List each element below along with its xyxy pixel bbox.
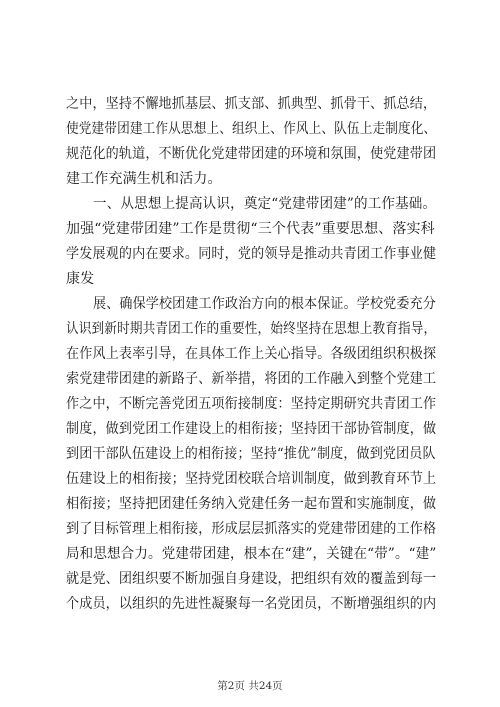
text-line: 作之中，不断完善党团五项衔接制度：坚持定期研究共青团工作 (66, 396, 437, 412)
section-heading: 一、从思想上提高认识，奠定“党建带团建”的工作基础。 (93, 196, 437, 212)
text-line: 制度，做到党团工作建设上的相衔接；坚持团干部协管制度，做 (66, 421, 437, 437)
text-line: 之中，坚持不懈地抓基层、抓支部、抓典型、抓骨干、抓总结， (66, 96, 437, 112)
page-number-footer: 第2页 共24页 (217, 680, 283, 692)
text-line: 到了目标管理上相衔接，形成层层抓落实的党建带团建的工作格 (66, 521, 437, 537)
text-line: 加强“党建带团建”工作是贯彻“三个代表”重要思想、落实科 (66, 221, 435, 237)
text-line: 展、确保学校团建工作政治方向的根本保证。学校党委充分 (93, 296, 436, 312)
text-line: 就是党、团组织要不断加强自身建设，把组织有效的覆盖到每一 (66, 571, 437, 587)
text-line: 索党建带团建的新路子、新举措，将团的工作融入到整个党建工 (66, 371, 437, 387)
text-line: 学发展观的内在要求。同时，党的领导是推动共青团工作事业健 (66, 246, 437, 262)
text-line: 认识到新时期共青团工作的重要性，始终坚持在思想上教育指导， (66, 321, 437, 337)
text-line: 伍建设上的相衔接；坚持党团校联合培训制度，做到教育环节上 (66, 471, 437, 487)
text-line: 局和思想合力。党建带团建，根本在“建”，关键在“带”。“建” (66, 546, 437, 562)
text-line: 规范化的轨道，不断优化党建带团建的环境和氛围，使党建带团 (66, 146, 437, 162)
text-line: 使党建带团建工作从思想上、组织上、作风上、队伍上走制度化、 (66, 121, 437, 137)
text-line: 个成员，以组织的先进性凝聚每一名党团员，不断增强组织的内 (66, 596, 437, 612)
text-line: 在作风上表率引导，在具体工作上关心指导。各级团组织积极探 (66, 346, 437, 362)
text-line: 建工作充满生机和活力。 (66, 171, 222, 187)
text-line: 相衔接；坚持把团建任务纳入党建任务一起布置和实施制度，做 (66, 496, 437, 512)
text-line: 康发 (66, 271, 95, 287)
text-line: 到团干部队伍建设上的相衔接；坚持“推优”制度，做到党团员队 (66, 446, 436, 462)
